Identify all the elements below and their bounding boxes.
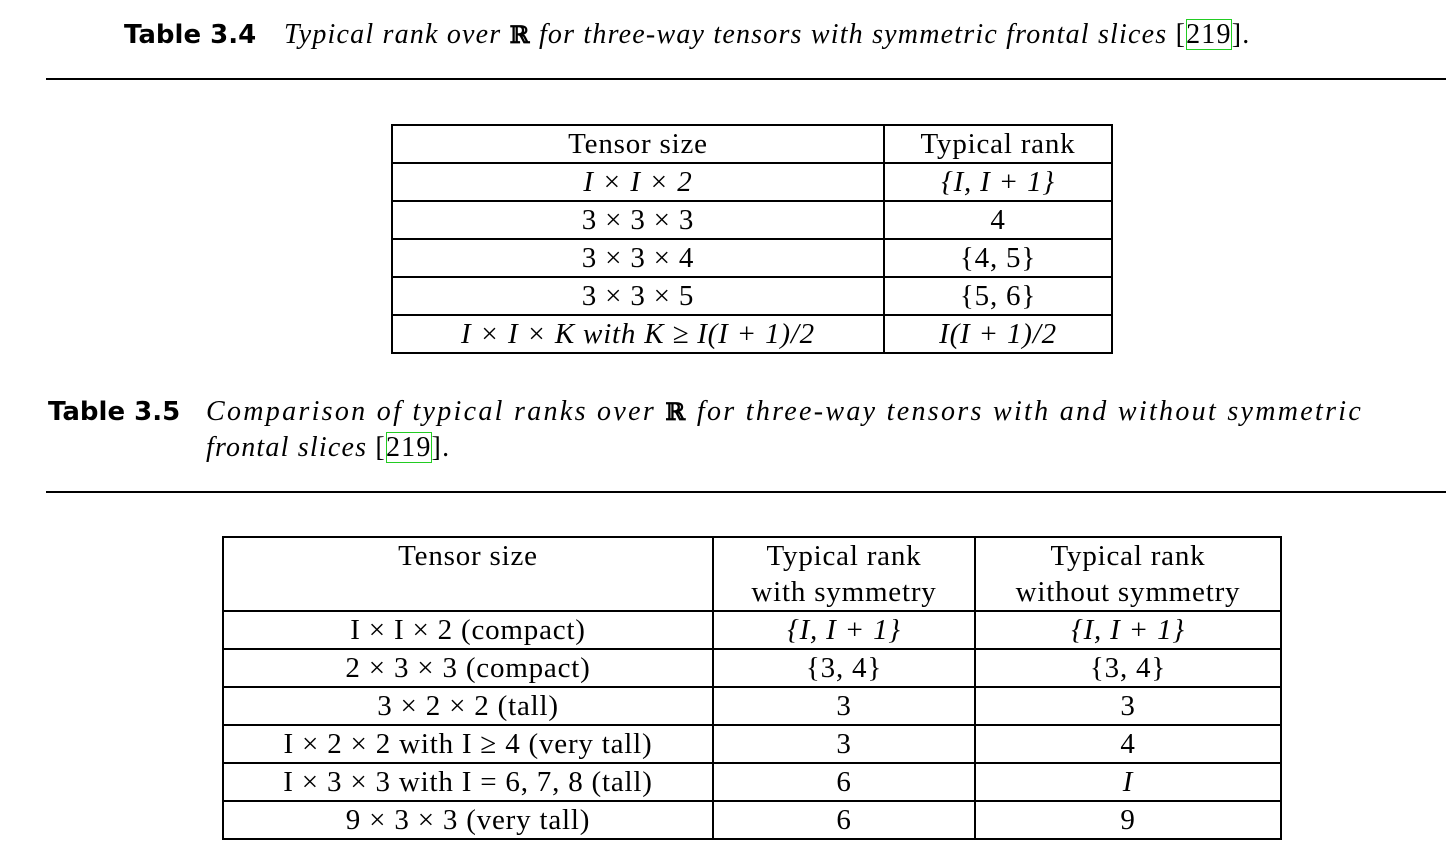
tensor-size-cell: I × 3 × 3 with I = 6, 7, 8 (tall) bbox=[223, 763, 713, 801]
table-row bbox=[223, 763, 1281, 801]
tensor-size-cell: 3 × 2 × 2 (tall) bbox=[223, 687, 713, 725]
table-row bbox=[223, 725, 1281, 763]
column-header-tensor-size: Tensor size bbox=[223, 537, 713, 611]
table-3-5-caption-line-2: frontal slices [219]. bbox=[206, 432, 451, 463]
column-header-tensor-size: Tensor size bbox=[392, 125, 884, 163]
table-row bbox=[392, 315, 1112, 353]
rank-with-symmetry-cell: 6 bbox=[713, 801, 975, 839]
table-row bbox=[223, 687, 1281, 725]
tensor-size-cell: I × 2 × 2 with I ≥ 4 (very tall) bbox=[223, 725, 713, 763]
table-3-5-label: Table 3.5 bbox=[48, 397, 181, 427]
table-row bbox=[392, 239, 1112, 277]
rank-without-symmetry-cell: I bbox=[975, 763, 1281, 801]
rank-with-symmetry-cell: 3 bbox=[713, 725, 975, 763]
table-row bbox=[392, 277, 1112, 315]
typical-rank-cell: {I, I + 1} bbox=[884, 163, 1112, 201]
rank-without-symmetry-cell: 9 bbox=[975, 801, 1281, 839]
real-numbers-symbol: ℝ bbox=[509, 20, 531, 49]
rank-with-symmetry-cell: 6 bbox=[713, 763, 975, 801]
typical-rank-cell: 4 bbox=[884, 201, 1112, 239]
column-header-typical-rank: Typical rank bbox=[884, 125, 1112, 163]
table-3-4-caption-text: Typical rank over ℝ for three-way tensors with symmetric frontal slices [219]. bbox=[284, 19, 1251, 50]
table-row bbox=[392, 163, 1112, 201]
rank-with-symmetry-cell: {I, I + 1} bbox=[713, 611, 975, 649]
rank-without-symmetry-cell: 3 bbox=[975, 687, 1281, 725]
table-3-5-caption-line-1: Comparison of typical ranks over ℝ for three-way tensors with and without symmetric bbox=[206, 396, 1364, 427]
tensor-size-cell: 3 × 3 × 3 bbox=[392, 201, 884, 239]
typical-rank-cell: {5, 6} bbox=[884, 277, 1112, 315]
table-3-4-caption bbox=[124, 17, 1446, 57]
tensor-size-cell: I × I × K with K ≥ I(I + 1)/2 bbox=[392, 315, 884, 353]
table-row bbox=[223, 649, 1281, 687]
citation-link[interactable]: [219]. bbox=[1175, 19, 1251, 50]
real-numbers-symbol: ℝ bbox=[665, 397, 688, 426]
table-3-5 bbox=[222, 536, 1282, 840]
tensor-size-cell: I × I × 2 (compact) bbox=[223, 611, 713, 649]
table-3-4-top-rule bbox=[46, 78, 1446, 80]
table-3-5-top-rule bbox=[46, 491, 1446, 493]
table-row bbox=[392, 201, 1112, 239]
citation-link[interactable]: [219]. bbox=[375, 432, 451, 463]
rank-with-symmetry-cell: {3, 4} bbox=[713, 649, 975, 687]
table-header-row bbox=[223, 537, 1281, 611]
tensor-size-cell: 9 × 3 × 3 (very tall) bbox=[223, 801, 713, 839]
rank-without-symmetry-cell: {3, 4} bbox=[975, 649, 1281, 687]
tensor-size-cell: 2 × 3 × 3 (compact) bbox=[223, 649, 713, 687]
table-row bbox=[223, 611, 1281, 649]
table-3-5-caption bbox=[48, 394, 1446, 474]
tensor-size-cell: I × I × 2 bbox=[392, 163, 884, 201]
rank-without-symmetry-cell: 4 bbox=[975, 725, 1281, 763]
rank-without-symmetry-cell: {I, I + 1} bbox=[975, 611, 1281, 649]
column-header-typical-rank-without-symmetry: Typical rank without symmetry bbox=[975, 537, 1281, 611]
typical-rank-cell: {4, 5} bbox=[884, 239, 1112, 277]
column-header-typical-rank-with-symmetry: Typical rank with symmetry bbox=[713, 537, 975, 611]
rank-with-symmetry-cell: 3 bbox=[713, 687, 975, 725]
typical-rank-cell: I(I + 1)/2 bbox=[884, 315, 1112, 353]
tensor-size-cell: 3 × 3 × 5 bbox=[392, 277, 884, 315]
table-3-4-label: Table 3.4 bbox=[124, 20, 257, 50]
table-header-row bbox=[392, 125, 1112, 163]
tensor-size-cell: 3 × 3 × 4 bbox=[392, 239, 884, 277]
table-row bbox=[223, 801, 1281, 839]
table-3-4 bbox=[391, 124, 1113, 354]
